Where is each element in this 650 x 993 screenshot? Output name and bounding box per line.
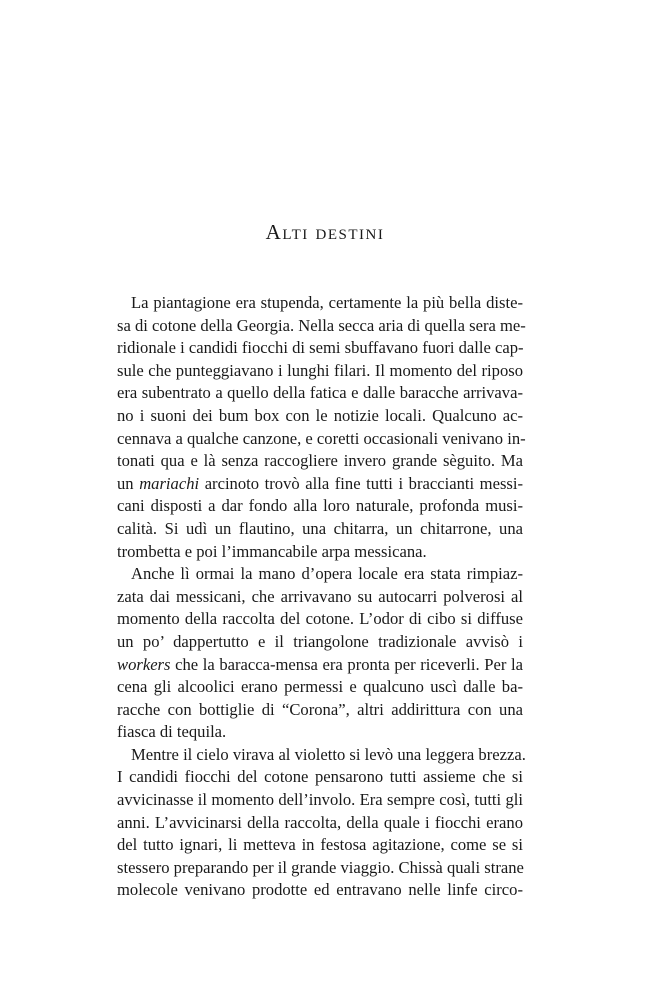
paragraph (117, 744, 526, 902)
text-line: sule che punteggiavano i lunghi filari. Il momento del riposo (117, 360, 523, 380)
chapter-title: Alti destini (265, 220, 385, 244)
text-line: avvicinasse il momento dell’involo. Era sempre così, tutti gli (117, 790, 523, 810)
text-line: molecole venivano prodotte ed entravano nelle linfe circo- (117, 880, 523, 900)
chapter-body (117, 292, 526, 902)
text-line: cani disposti a dar fondo alla loro naturale, profonda musi- (117, 496, 523, 516)
text-line: no i suoni dei bum box con le notizie locali. Qualcuno ac- (117, 405, 523, 425)
text-line: sa di cotone della Georgia. Nella secca aria di quella sera me- (117, 315, 526, 335)
text-line: calità. Si udì un flautino, una chitarra, un chitarrone, una (117, 518, 523, 538)
text-line: momento della raccolta del cotone. L’odor di cibo si diffuse (117, 609, 523, 629)
text-line: un po’ dappertutto e il triangolone tradizionale avvisò i (117, 631, 523, 651)
text-line: tonati qua e là senza raccogliere invero grande sèguito. Ma (117, 451, 523, 471)
text-line: zata dai messicani, che arrivavano su autocarri polverosi al (117, 586, 523, 606)
text-line: workers che la baracca-mensa era pronta per riceverli. Per la (117, 654, 523, 674)
text-line: cena gli alcoolici erano permessi e qualcuno uscì dalle ba- (117, 677, 523, 697)
paragraph (117, 292, 526, 563)
italic-word: mariachi (139, 473, 200, 493)
text-line: anni. L’avvicinarsi della raccolta, della quale i fiocchi erano (117, 812, 523, 832)
paragraph (117, 563, 523, 744)
text-line: Anche lì ormai la mano d’opera locale era stata rimpiaz- (131, 564, 523, 584)
text-line: racche con bottiglie di “Corona”, altri addirittura con una (117, 699, 523, 719)
text-line: ridionale i candidi fiocchi di semi sbuffavano fuori dalle cap- (117, 338, 524, 358)
text-line: cennava a qualche canzone, e coretti occasionali venivano in- (117, 428, 526, 448)
text-line: fiasca di tequila. (117, 722, 227, 742)
italic-word: workers (117, 654, 171, 674)
text-line: un mariachi arcinoto trovò alla fine tutti i braccianti messi- (117, 473, 523, 493)
text-line: Mentre il cielo virava al violetto si levò una leggera brezza. (131, 744, 526, 764)
text-line: stessero preparando per il grande viaggio. Chissà quali strane (117, 857, 524, 877)
text-line: era subentrato a quello della fatica e dalle baracche arrivava- (117, 383, 523, 403)
text-line: trombetta e poi l’immancabile arpa messicana. (117, 541, 427, 561)
text-line: La piantagione era stupenda, certamente la più bella diste- (131, 293, 523, 312)
text-line: del tutto ignari, li metteva in festosa agitazione, come se si (117, 835, 523, 855)
text-line: I candidi fiocchi del cotone pensarono tutti assieme che si (117, 767, 523, 787)
